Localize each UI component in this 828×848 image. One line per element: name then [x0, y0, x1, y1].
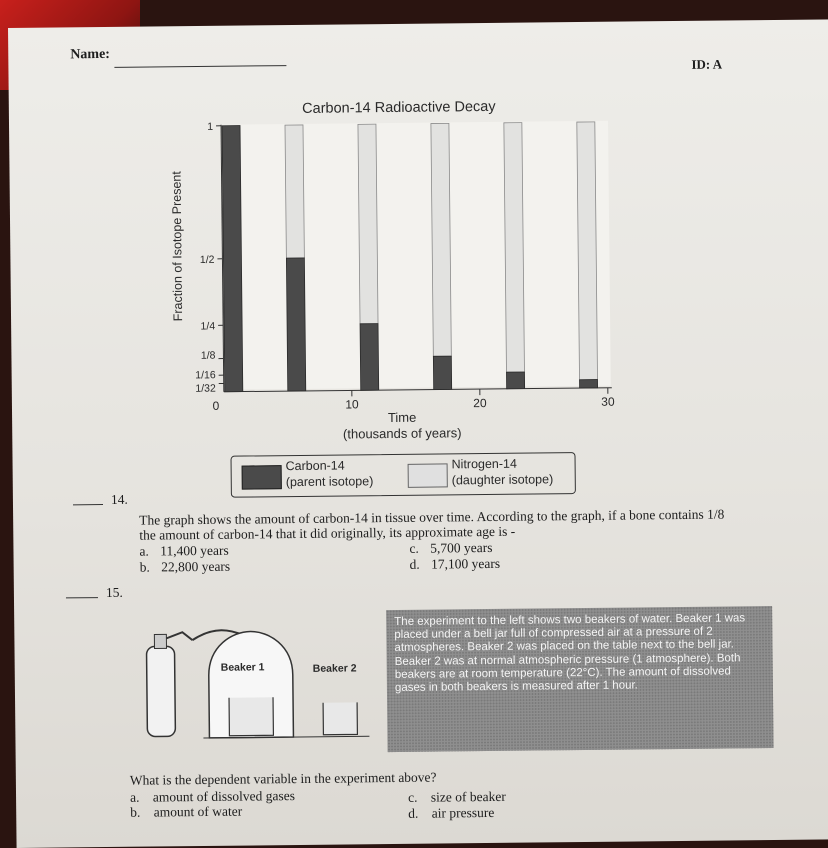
legend-nitrogen-label: Nitrogen-14 [452, 457, 517, 472]
q14-option-a[interactable] [139, 543, 228, 559]
q14-option-a-letter: a. [139, 544, 149, 559]
legend-swatch-nitrogen [408, 463, 448, 487]
q14-text-line1: The graph shows the amount of carbon-14 in tissue over time. According to the graph, if a bone contains 1/8 [139, 507, 724, 528]
tank-valve [154, 634, 166, 648]
q14-option-d-text: 17,100 years [431, 556, 500, 572]
x-tick-label: 10 [345, 397, 359, 411]
legend-nitrogen-sub: (daughter isotope) [452, 472, 554, 487]
q15-option-b[interactable] [130, 804, 242, 820]
q14-option-c-text: 5,700 years [430, 540, 492, 556]
y-tick-label: 1/16 [195, 369, 216, 381]
y-tick-label: 1/32 [195, 383, 216, 395]
q15-option-c-text: size of beaker [431, 789, 506, 805]
q15-option-a[interactable] [130, 788, 295, 805]
experiment-description-box [386, 606, 773, 752]
y-tick-label: 1/8 [201, 350, 216, 362]
experiment-description: The experiment to the left shows two beakers of water. Beaker 1 was placed under a bell jar full of compressed air at a pressure of 2 atmospheres. Beaker 2 was placed on the table next to the bell jar. Beaker 2 was at normal atmospheric pressure (1 atmosphere). Both beakers are at room temperature (22°C). The amount of dissolved gases in both beakers is measured after 1 hour. [394, 612, 765, 695]
bar-nitrogen-14 [577, 122, 598, 380]
q14-option-b-text: 22,800 years [161, 559, 230, 575]
x-tick-label: 20 [473, 396, 487, 410]
q15-option-d-letter: d. [408, 806, 418, 821]
experiment-illustration [134, 614, 385, 747]
q14-option-d[interactable] [410, 556, 501, 572]
gas-tank [146, 646, 175, 736]
bar-nitrogen-14 [358, 124, 378, 324]
name-label: Name: [70, 47, 110, 63]
q15-option-a-letter: a. [130, 790, 140, 805]
id-label: ID: A [691, 57, 722, 73]
q14-option-d-letter: d. [410, 557, 420, 572]
x-tick-label: 30 [601, 395, 615, 409]
legend-carbon-sub: (parent isotope) [286, 474, 374, 489]
q14-option-c-letter: c. [409, 541, 419, 556]
q15-option-d-text: air pressure [432, 805, 495, 821]
beaker-1 [229, 697, 273, 735]
bar-carbon-14 [580, 380, 598, 389]
q15-option-a-text: amount of dissolved gases [153, 788, 295, 804]
q14-text-line2: the amount of carbon-14 that it did originally, its approximate age is - [139, 524, 515, 543]
bar-carbon-14 [286, 258, 305, 391]
q15-option-c-letter: c. [408, 790, 418, 805]
q15-option-d[interactable] [408, 805, 494, 821]
q15-option-c[interactable] [408, 789, 506, 805]
legend-carbon-label: Carbon-14 [286, 458, 345, 473]
x-tick-label: 0 [213, 399, 220, 413]
beaker-2-label: Beaker 2 [313, 662, 357, 674]
x-axis-label-units: (thousands of years) [312, 425, 492, 442]
q15-number: 15. [106, 585, 123, 600]
q14-option-a-text: 11,400 years [160, 543, 229, 559]
q15-question: What is the dependent variable in the experiment above? [130, 770, 437, 788]
bar-nitrogen-14 [431, 123, 451, 356]
y-tick-label: 1/4 [200, 320, 215, 332]
bar-carbon-14 [222, 126, 243, 392]
y-axis-label: Fraction of Isotope Present [169, 136, 185, 356]
q14-option-b[interactable] [140, 559, 231, 575]
q15-option-b-letter: b. [130, 805, 140, 820]
bar-carbon-14 [360, 324, 379, 391]
bar-carbon-14 [506, 372, 524, 389]
y-tick-label: 1 [207, 121, 213, 133]
bar-nitrogen-14 [504, 123, 525, 373]
chart-title: Carbon-14 Radioactive Decay [249, 98, 549, 117]
gauge-hose [166, 632, 192, 640]
chart-legend [230, 452, 575, 498]
y-tick-label: 1/2 [200, 254, 215, 266]
q14-number: 14. [111, 492, 128, 507]
q14-option-c[interactable] [409, 540, 492, 556]
bar-nitrogen-14 [285, 125, 304, 258]
beaker-1-label: Beaker 1 [221, 661, 265, 673]
bar-carbon-14 [433, 356, 451, 389]
q14-option-b-letter: b. [140, 560, 150, 575]
q15-option-b-text: amount of water [154, 804, 243, 820]
plot-area [221, 121, 611, 390]
x-axis-label: Time [342, 409, 462, 425]
worksheet-page [8, 19, 828, 848]
legend-swatch-carbon [242, 465, 282, 489]
beaker-2 [323, 702, 357, 734]
